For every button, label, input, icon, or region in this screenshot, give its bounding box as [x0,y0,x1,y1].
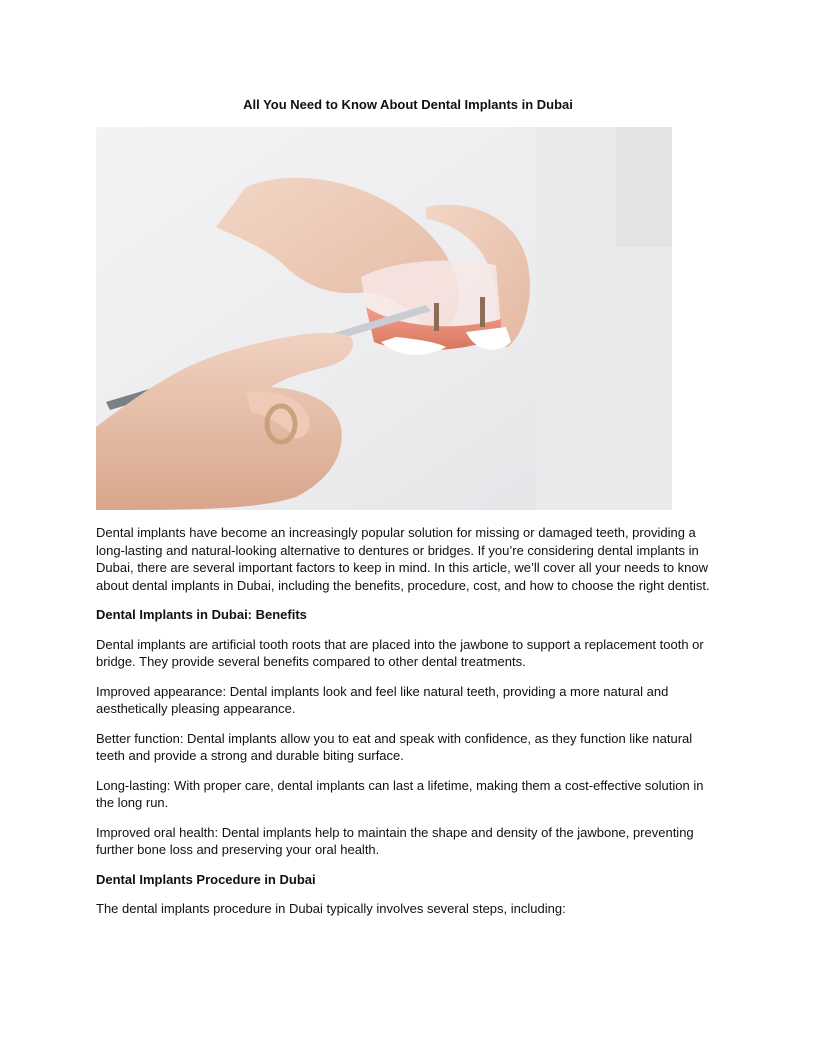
article-body [96,524,720,930]
procedure-heading: Dental Implants Procedure in Dubai [96,871,316,887]
benefit-long-lasting: Long-lasting: With proper care, dental implants can last a lifetime, making them a cost-effective solution in the long run. [96,777,704,810]
benefits-intro-paragraph: Dental implants are artificial tooth roots that are placed into the jawbone to support a replacement tooth or bridge. They provide several benefits compared to other dental treatments. [96,636,704,669]
benefit-oral-health: Improved oral health: Dental implants help to maintain the shape and density of the jawbone, preventing further bone loss and preserving your oral health. [96,824,694,857]
benefits-heading: Dental Implants in Dubai: Benefits [96,607,307,622]
document-title: All You Need to Know About Dental Implants in Dubai [243,97,573,112]
intro-paragraph: Dental implants have become an increasingly popular solution for missing or damaged teeth, providing a long-lasting and natural-looking alternative to dentures or bridges. If you’re considering dental implants in Dubai, there are several important factors to keep in mind. In this article, we’ll cover all your needs to know about dental implants in Dubai, including the benefits, procedure, cost, and how to choose the right dentist. [96,525,710,593]
dental-implant-model-photo [96,127,672,510]
benefit-appearance: Improved appearance: Dental implants look and feel like natural teeth, providing a more natural and aesthetically pleasing appearance. [96,683,669,716]
benefit-function: Better function: Dental implants allow you to eat and speak with confidence, as they function like natural teeth and provide a strong and durable biting surface. [96,730,693,763]
procedure-intro-paragraph: The dental implants procedure in Dubai typically involves several steps, including: [96,901,566,916]
